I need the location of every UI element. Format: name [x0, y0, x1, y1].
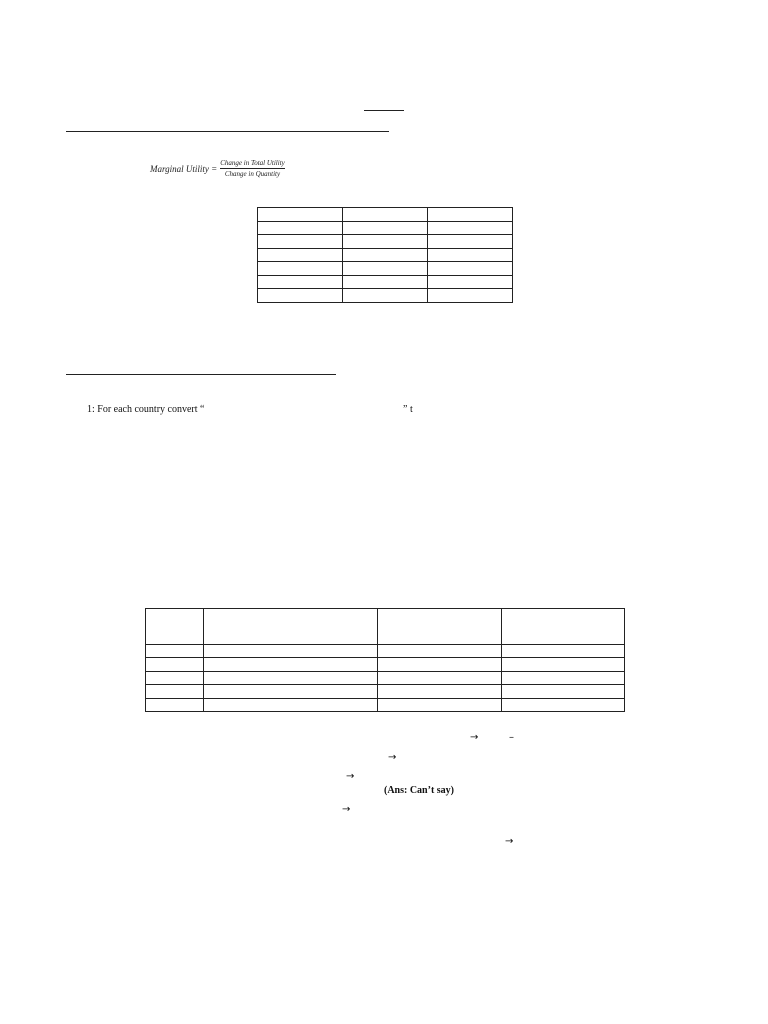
table-cell [428, 289, 513, 303]
question-1 [87, 404, 204, 416]
table-header-row [146, 609, 625, 645]
table-cell [343, 235, 428, 249]
table-cell [343, 222, 428, 235]
table-cell [258, 276, 343, 289]
table-cell [343, 276, 428, 289]
question-1-tail-text: ” t [403, 404, 413, 415]
table-cell [502, 645, 625, 658]
table-cell [428, 222, 513, 235]
formula-fraction [220, 159, 285, 178]
arrow-icon: → [342, 804, 351, 815]
table-cell [204, 672, 378, 685]
question-1-text: 1: For each country convert “ [87, 404, 205, 415]
table-cell [258, 222, 343, 235]
table-cell [258, 249, 343, 262]
title-underline [364, 110, 404, 111]
arrow-icon: → [388, 752, 397, 763]
fraction-bar [220, 168, 285, 169]
table-cell [258, 289, 343, 303]
table-row [258, 222, 513, 235]
table-cell [502, 685, 625, 699]
table-cell [146, 609, 204, 645]
arrow-icon: → [505, 836, 514, 847]
table-cell [146, 685, 204, 699]
table-cell [428, 235, 513, 249]
table-cell [258, 235, 343, 249]
table-cell [502, 609, 625, 645]
question-1-tail [403, 404, 413, 416]
table-row [146, 699, 625, 712]
table-row [258, 289, 513, 303]
arrow-icon: → [346, 771, 355, 782]
table-row [146, 672, 625, 685]
formula-numerator: Change in Total Utility [220, 159, 285, 167]
table-cell [378, 645, 502, 658]
table-cell [428, 249, 513, 262]
table-cell [502, 658, 625, 672]
table-cell [343, 289, 428, 303]
table-cell [146, 672, 204, 685]
formula-lhs: Marginal Utility = [150, 163, 218, 174]
table-cell [146, 645, 204, 658]
table-cell [502, 699, 625, 712]
table-cell [428, 262, 513, 276]
arrow-icon: → [470, 732, 479, 743]
table-cell [204, 685, 378, 699]
formula-denominator: Change in Quantity [224, 170, 281, 178]
country-table [145, 608, 625, 712]
table-cell [146, 658, 204, 672]
table-row [258, 262, 513, 276]
table-cell [204, 658, 378, 672]
marginal-utility-formula [150, 159, 285, 178]
table-cell [378, 609, 502, 645]
table-row [258, 276, 513, 289]
table-cell [378, 685, 502, 699]
section2-heading-rule [66, 374, 336, 375]
table-cell [258, 208, 343, 222]
table-cell [428, 276, 513, 289]
table-cell [204, 609, 378, 645]
table-cell [204, 699, 378, 712]
table-cell [258, 262, 343, 276]
table-cell [146, 699, 204, 712]
table-cell [204, 645, 378, 658]
table-row [146, 685, 625, 699]
table-row [258, 235, 513, 249]
table-cell [378, 658, 502, 672]
table-row [146, 658, 625, 672]
table-cell [343, 249, 428, 262]
utility-table [257, 207, 513, 303]
dash-mark: – [509, 732, 514, 743]
table-cell [502, 672, 625, 685]
table-row [146, 645, 625, 658]
table-cell [378, 699, 502, 712]
table-row [258, 208, 513, 222]
table-cell [343, 208, 428, 222]
table-cell [378, 672, 502, 685]
table-cell [343, 262, 428, 276]
table-cell [428, 208, 513, 222]
section1-heading-rule [66, 131, 389, 132]
answer-note: (Ans: Can’t say) [384, 785, 454, 796]
table-row [258, 249, 513, 262]
